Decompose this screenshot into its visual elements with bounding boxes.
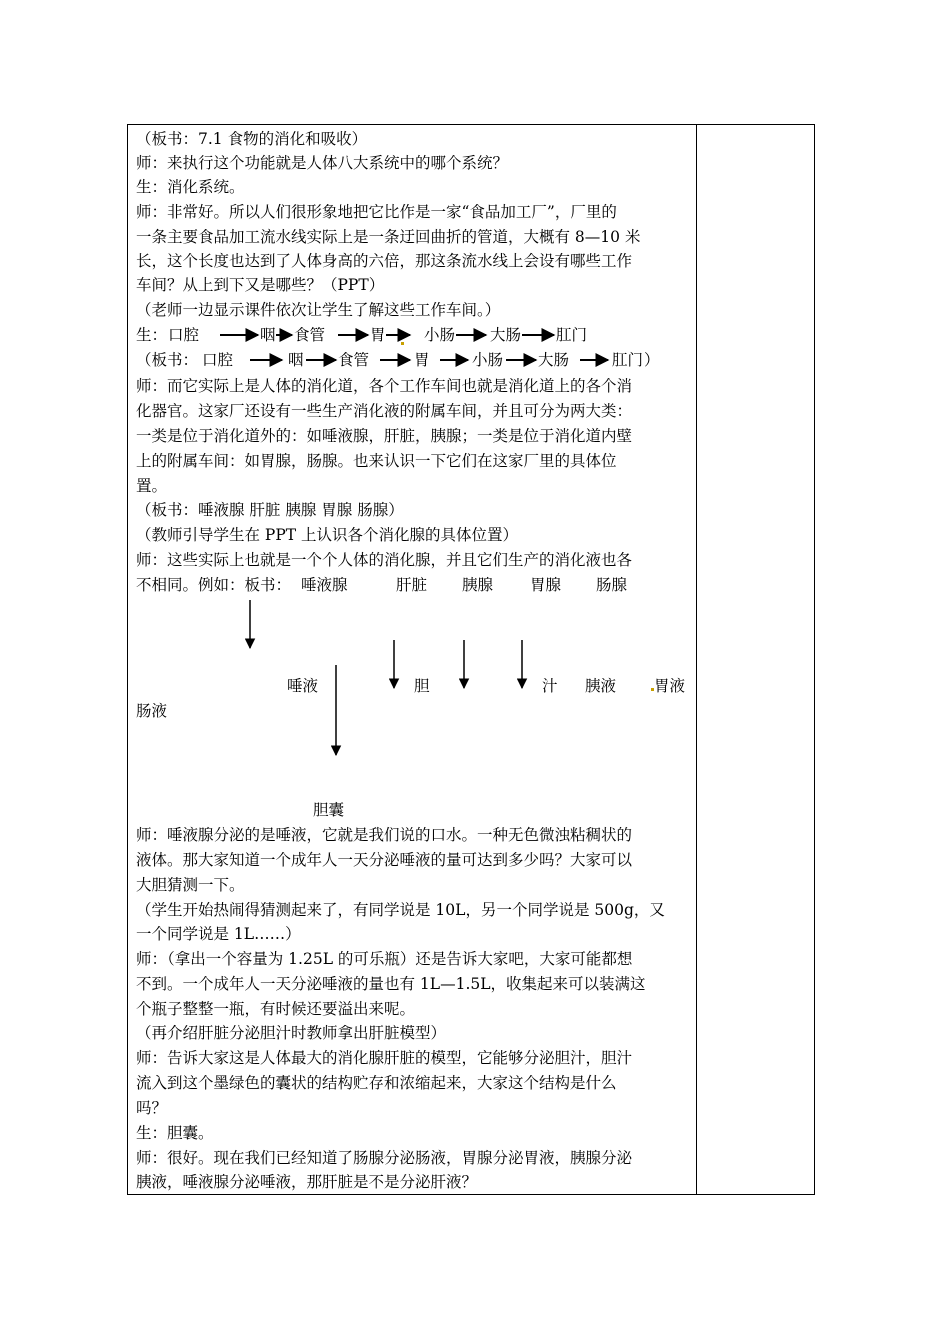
text-line: 一条主要食品加工流水线实际上是一条迂回曲折的管道，大概有 8—10 米 (136, 228, 641, 246)
text-line: 吗？ (136, 1099, 168, 1117)
text-line: 师：唾液腺分泌的是唾液，它就是我们说的口水。一种无色微浊粘稠状的 (136, 826, 633, 844)
text-line: （教师引导学生在 PPT 上认识各个消化腺的具体位置） (136, 526, 519, 544)
text-line: 师：（拿出一个容量为 1.25L 的可乐瓶）还是告诉大家吧，大家可能都想 (136, 950, 633, 968)
gland-item: 胰腺 (462, 576, 494, 594)
gallbladder-label: 胆囊 (313, 801, 345, 819)
text-line: （学生开始热闹得猜测起来了，有同学说是 10L，另一个同学说是 500g，又 (136, 901, 665, 919)
text-line: 流入到这个墨绿色的囊状的结构贮存和浓缩起来，大家这个结构是什么 (136, 1074, 617, 1092)
secretion-pancreatic: 胰液 (585, 677, 617, 695)
secretion-gastric: 胃液 (654, 677, 686, 695)
flow-item: 小肠 (472, 351, 504, 369)
text-line: （再介绍肝脏分泌胆汁时教师拿出肝脏模型） (136, 1024, 447, 1042)
flow-item: 食管 (294, 326, 326, 344)
text-line: 师：很好。现在我们已经知道了肠腺分泌肠液，胃腺分泌胃液，胰腺分泌 (136, 1149, 633, 1167)
text-line: 置。 (136, 477, 168, 495)
flow-suffix: ） (644, 351, 660, 369)
gland-item: 肝脏 (396, 576, 428, 594)
glands-prefix: 不相同。例如：板书： (136, 576, 292, 594)
flow-item: 口腔 (202, 351, 234, 369)
gland-item: 胃腺 (530, 576, 562, 594)
flow-item: 肛门 (612, 351, 644, 369)
flow-item: 食管 (338, 351, 370, 369)
flow-item: 胃 (370, 326, 386, 344)
text-line: 师：来执行这个功能就是人体八大系统中的哪个系统？ (136, 154, 509, 172)
secretion-saliva: 唾液 (287, 677, 319, 695)
text-line: 大胆猜测一下。 (136, 876, 245, 894)
flow-item: 大肠 (490, 326, 522, 344)
stray-mark (401, 342, 404, 345)
text-line: 车间？从上到下又是哪些？（PPT） (136, 276, 385, 294)
text-line: 师：非常好。所以人们很形象地把它比作是一家“食品加工厂”，厂里的 (136, 203, 617, 221)
flow-item: 咽 (288, 351, 304, 369)
column-divider (696, 124, 697, 1195)
text-line: 师：这些实际上也就是一个个人体的消化腺，并且它们生产的消化液也各 (136, 551, 633, 569)
stray-mark (651, 688, 654, 691)
flow-prefix: 生： (136, 326, 168, 344)
gland-item: 肠腺 (596, 576, 628, 594)
secretion-bile: 汁 (542, 677, 558, 695)
flow-item: 大肠 (538, 351, 570, 369)
text-line: 师：而它实际上是人体的消化道，各个工作车间也就是消化道上的各个消 (136, 377, 633, 395)
text-line: 上的附属车间：如胃腺，肠腺。也来认识一下它们在这家厂里的具体位 (136, 452, 617, 470)
text-line: （板书：7.1 食物的消化和吸收） (136, 130, 368, 148)
text-line: （板书：唾液腺 肝脏 胰腺 胃腺 肠腺） (136, 501, 404, 519)
text-line: 化器官。这家厂还设有一些生产消化液的附属车间，并且可分为两大类： (136, 402, 633, 420)
text-line: 一个同学说是 1L……） (136, 925, 301, 943)
text-line: 液体。那大家知道一个成年人一天分泌唾液的量可达到多少吗？大家可以 (136, 851, 633, 869)
secretion-bile: 胆 (414, 677, 430, 695)
text-line: 生：消化系统。 (136, 178, 245, 196)
gland-item: 唾液腺 (301, 576, 348, 594)
secretion-intestinal: 肠液 (136, 702, 168, 720)
flow-prefix: （板书： (136, 351, 199, 369)
flow-item: 胃 (414, 351, 430, 369)
flow-item: 咽 (260, 326, 276, 344)
text-line: 个瓶子整整一瓶，有时候还要溢出来呢。 (136, 1000, 416, 1018)
text-line: 生：胆囊。 (136, 1124, 214, 1142)
flow-item: 口腔 (168, 326, 200, 344)
flow-item: 小肠 (424, 326, 456, 344)
text-line: 胰液，唾液腺分泌唾液，那肝脏是不是分泌肝液？ (136, 1173, 478, 1191)
flow-item: 肛门 (556, 326, 588, 344)
text-line: 师：告诉大家这是人体最大的消化腺肝脏的模型，它能够分泌胆汁，胆汁 (136, 1049, 633, 1067)
text-line: 长，这个长度也达到了人体身高的六倍，那这条流水线上会设有哪些工作 (136, 252, 633, 270)
text-line: 不到。一个成年人一天分泌唾液的量也有 1L—1.5L，收集起来可以装满这 (136, 975, 646, 993)
text-line: 一类是位于消化道外的：如唾液腺，肝脏，胰腺；一类是位于消化道内壁 (136, 427, 633, 445)
text-line: （老师一边显示课件依次让学生了解这些工作车间。） (136, 301, 501, 319)
